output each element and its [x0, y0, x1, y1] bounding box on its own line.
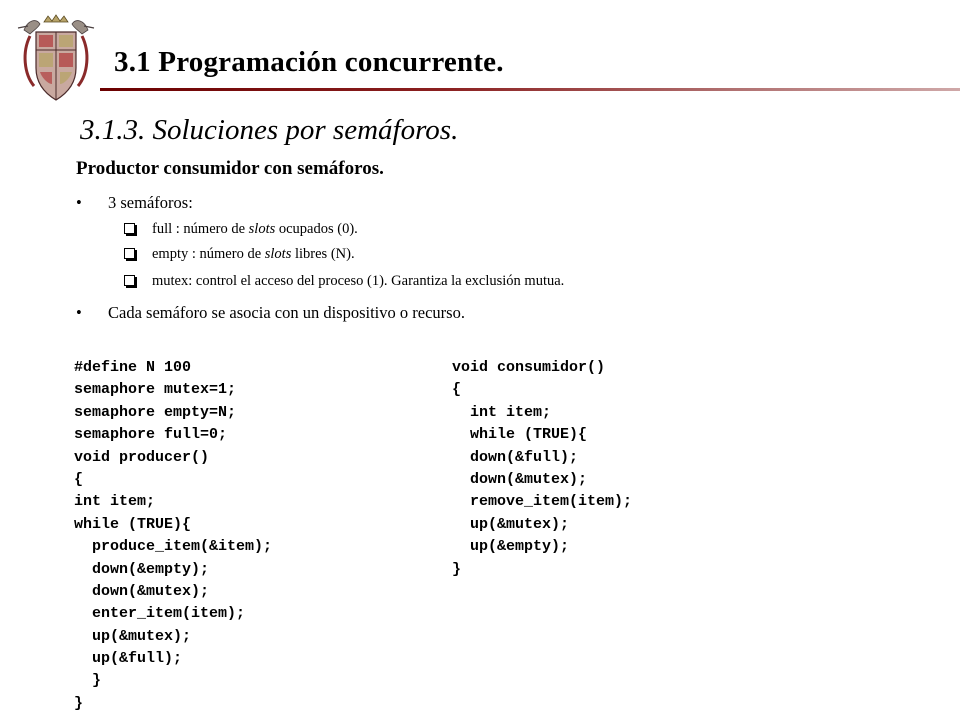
slide-subtitle: 3.1.3. Soluciones por semáforos. — [80, 114, 459, 146]
code-line: while (TRUE){ — [452, 426, 588, 444]
bullet-text: 3 semáforos: — [108, 193, 193, 212]
bullet-dot-icon: • — [76, 193, 82, 212]
code-line: int item; — [452, 403, 552, 421]
bullet-dot-icon: • — [76, 303, 82, 322]
code-line: { — [452, 381, 462, 399]
code-line: void producer() — [74, 448, 210, 466]
sub-item-text: empty : número de slots libres (N). — [152, 246, 355, 262]
bullet-text: Cada semáforo se asocia con un dispositivo o recurso. — [108, 303, 465, 322]
code-line: } — [452, 560, 462, 578]
code-line: produce_item(&item); — [74, 538, 273, 556]
code-line: } — [74, 694, 84, 712]
section-heading: Productor consumidor con semáforos. — [76, 158, 384, 179]
code-line: up(&mutex); — [452, 515, 570, 533]
sub-item-text: full : número de slots ocupados (0). — [152, 221, 358, 237]
producer-code-block — [74, 357, 272, 715]
code-line: enter_item(item); — [74, 605, 246, 623]
code-line: down(&mutex); — [452, 470, 588, 488]
title-underline — [100, 88, 960, 91]
code-line: int item; — [74, 493, 156, 511]
code-line: #define N 100 — [74, 359, 192, 376]
code-line: up(&empty); — [452, 538, 570, 556]
code-line: down(&full); — [452, 448, 579, 466]
code-line: void consumidor() — [452, 359, 606, 376]
square-bullet-icon — [124, 223, 135, 234]
code-line: down(&mutex); — [74, 582, 210, 600]
slide-title: 3.1 Programación concurrente. — [114, 46, 504, 78]
code-line: remove_item(item); — [452, 493, 633, 511]
code-line: { — [74, 470, 84, 488]
code-line: while (TRUE){ — [74, 515, 192, 533]
code-line: down(&empty); — [74, 560, 210, 578]
square-bullet-icon — [124, 275, 135, 286]
code-line: up(&mutex); — [74, 627, 192, 645]
code-line: } — [74, 672, 102, 690]
sub-item-text: mutex: control el acceso del proceso (1). Garantiza la exclusión mutua. — [152, 273, 565, 289]
code-line: semaphore empty=N; — [74, 403, 237, 421]
code-line: semaphore mutex=1; — [74, 381, 237, 399]
university-crest-icon — [14, 12, 98, 104]
square-bullet-icon — [124, 248, 135, 259]
consumer-code-block — [452, 357, 632, 581]
code-line: up(&full); — [74, 650, 183, 668]
code-line: semaphore full=0; — [74, 426, 228, 444]
